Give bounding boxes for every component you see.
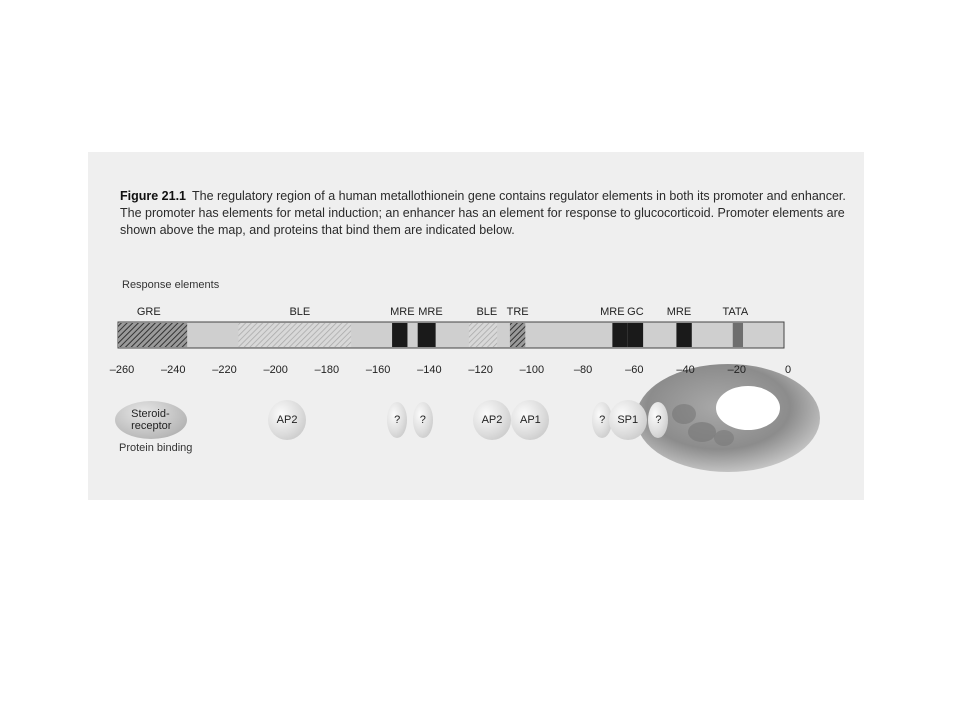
protein-sp1: [609, 400, 647, 440]
segment-ble-4: [469, 323, 497, 347]
element-label-mre: MRE: [390, 306, 415, 318]
protein-label: Steroid- receptor: [131, 408, 172, 432]
tick-label: –120: [468, 364, 493, 376]
tick-label: –40: [676, 364, 695, 376]
segment-gre-0: [118, 323, 187, 347]
protein-unknown: [413, 402, 433, 438]
segment-mre-2: [392, 323, 407, 347]
figure-scan: [88, 152, 864, 500]
tick-label: –180: [314, 364, 340, 376]
element-label-mre: MRE: [418, 306, 443, 318]
protein-label: AP2: [481, 414, 503, 426]
tick-label: –80: [573, 364, 593, 376]
figure-label: Figure 21.1: [120, 189, 186, 203]
tick-label: –200: [263, 364, 288, 376]
tick-label: –260: [109, 364, 135, 376]
segment-mre-6: [612, 323, 627, 347]
tick-label: –140: [417, 364, 442, 376]
segment-mre-8: [676, 323, 691, 347]
element-label-ble: BLE: [289, 306, 311, 318]
tick-label: –100: [519, 364, 545, 376]
protein-label: AP2: [276, 414, 298, 426]
protein-label: ?: [394, 414, 401, 426]
protein-ap2: [268, 400, 306, 440]
element-label-mre: MRE: [600, 306, 625, 318]
protein-label: AP1: [520, 414, 541, 426]
figure-caption: [120, 188, 860, 239]
tick-label: –160: [365, 364, 391, 376]
tick-label: –220: [212, 364, 237, 376]
tick-label: –60: [625, 364, 644, 376]
protein-label: SP1: [617, 414, 639, 426]
segment-tre-5: [510, 323, 525, 347]
caption-text: The regulatory region of a human metallothionein gene contains regulator elements in both its promoter and enhancer. The promoter has elements for metal induction; an enhancer has an element for response to glucocorticoid. Promoter elements are shown above the map, and proteins that bind them are indicated below.: [120, 189, 846, 237]
segment-mre-3: [418, 323, 436, 347]
element-label-tata: TATA: [722, 306, 749, 318]
response-elements-label: Response elements: [122, 279, 220, 291]
protein-label: ?: [599, 414, 606, 426]
protein-label: ?: [655, 414, 662, 426]
protein-ap2: [473, 400, 511, 440]
tick-label: 0: [784, 364, 792, 376]
segment-ble-1: [238, 323, 351, 347]
tick-label: –20: [727, 364, 746, 376]
tick-label: –240: [160, 364, 186, 376]
protein-binding-label: Protein binding: [119, 442, 193, 454]
element-label-mre: MRE: [666, 306, 692, 318]
element-label-gc: GC: [627, 306, 644, 318]
segment-gc-7: [628, 323, 643, 347]
segment-tata-9: [733, 323, 743, 347]
element-label-ble: BLE: [476, 306, 498, 318]
element-label-gre: GRE: [136, 306, 161, 318]
protein-steroidreceptor: [115, 401, 187, 439]
protein-label: ?: [419, 414, 426, 426]
element-label-tre: TRE: [506, 306, 529, 318]
